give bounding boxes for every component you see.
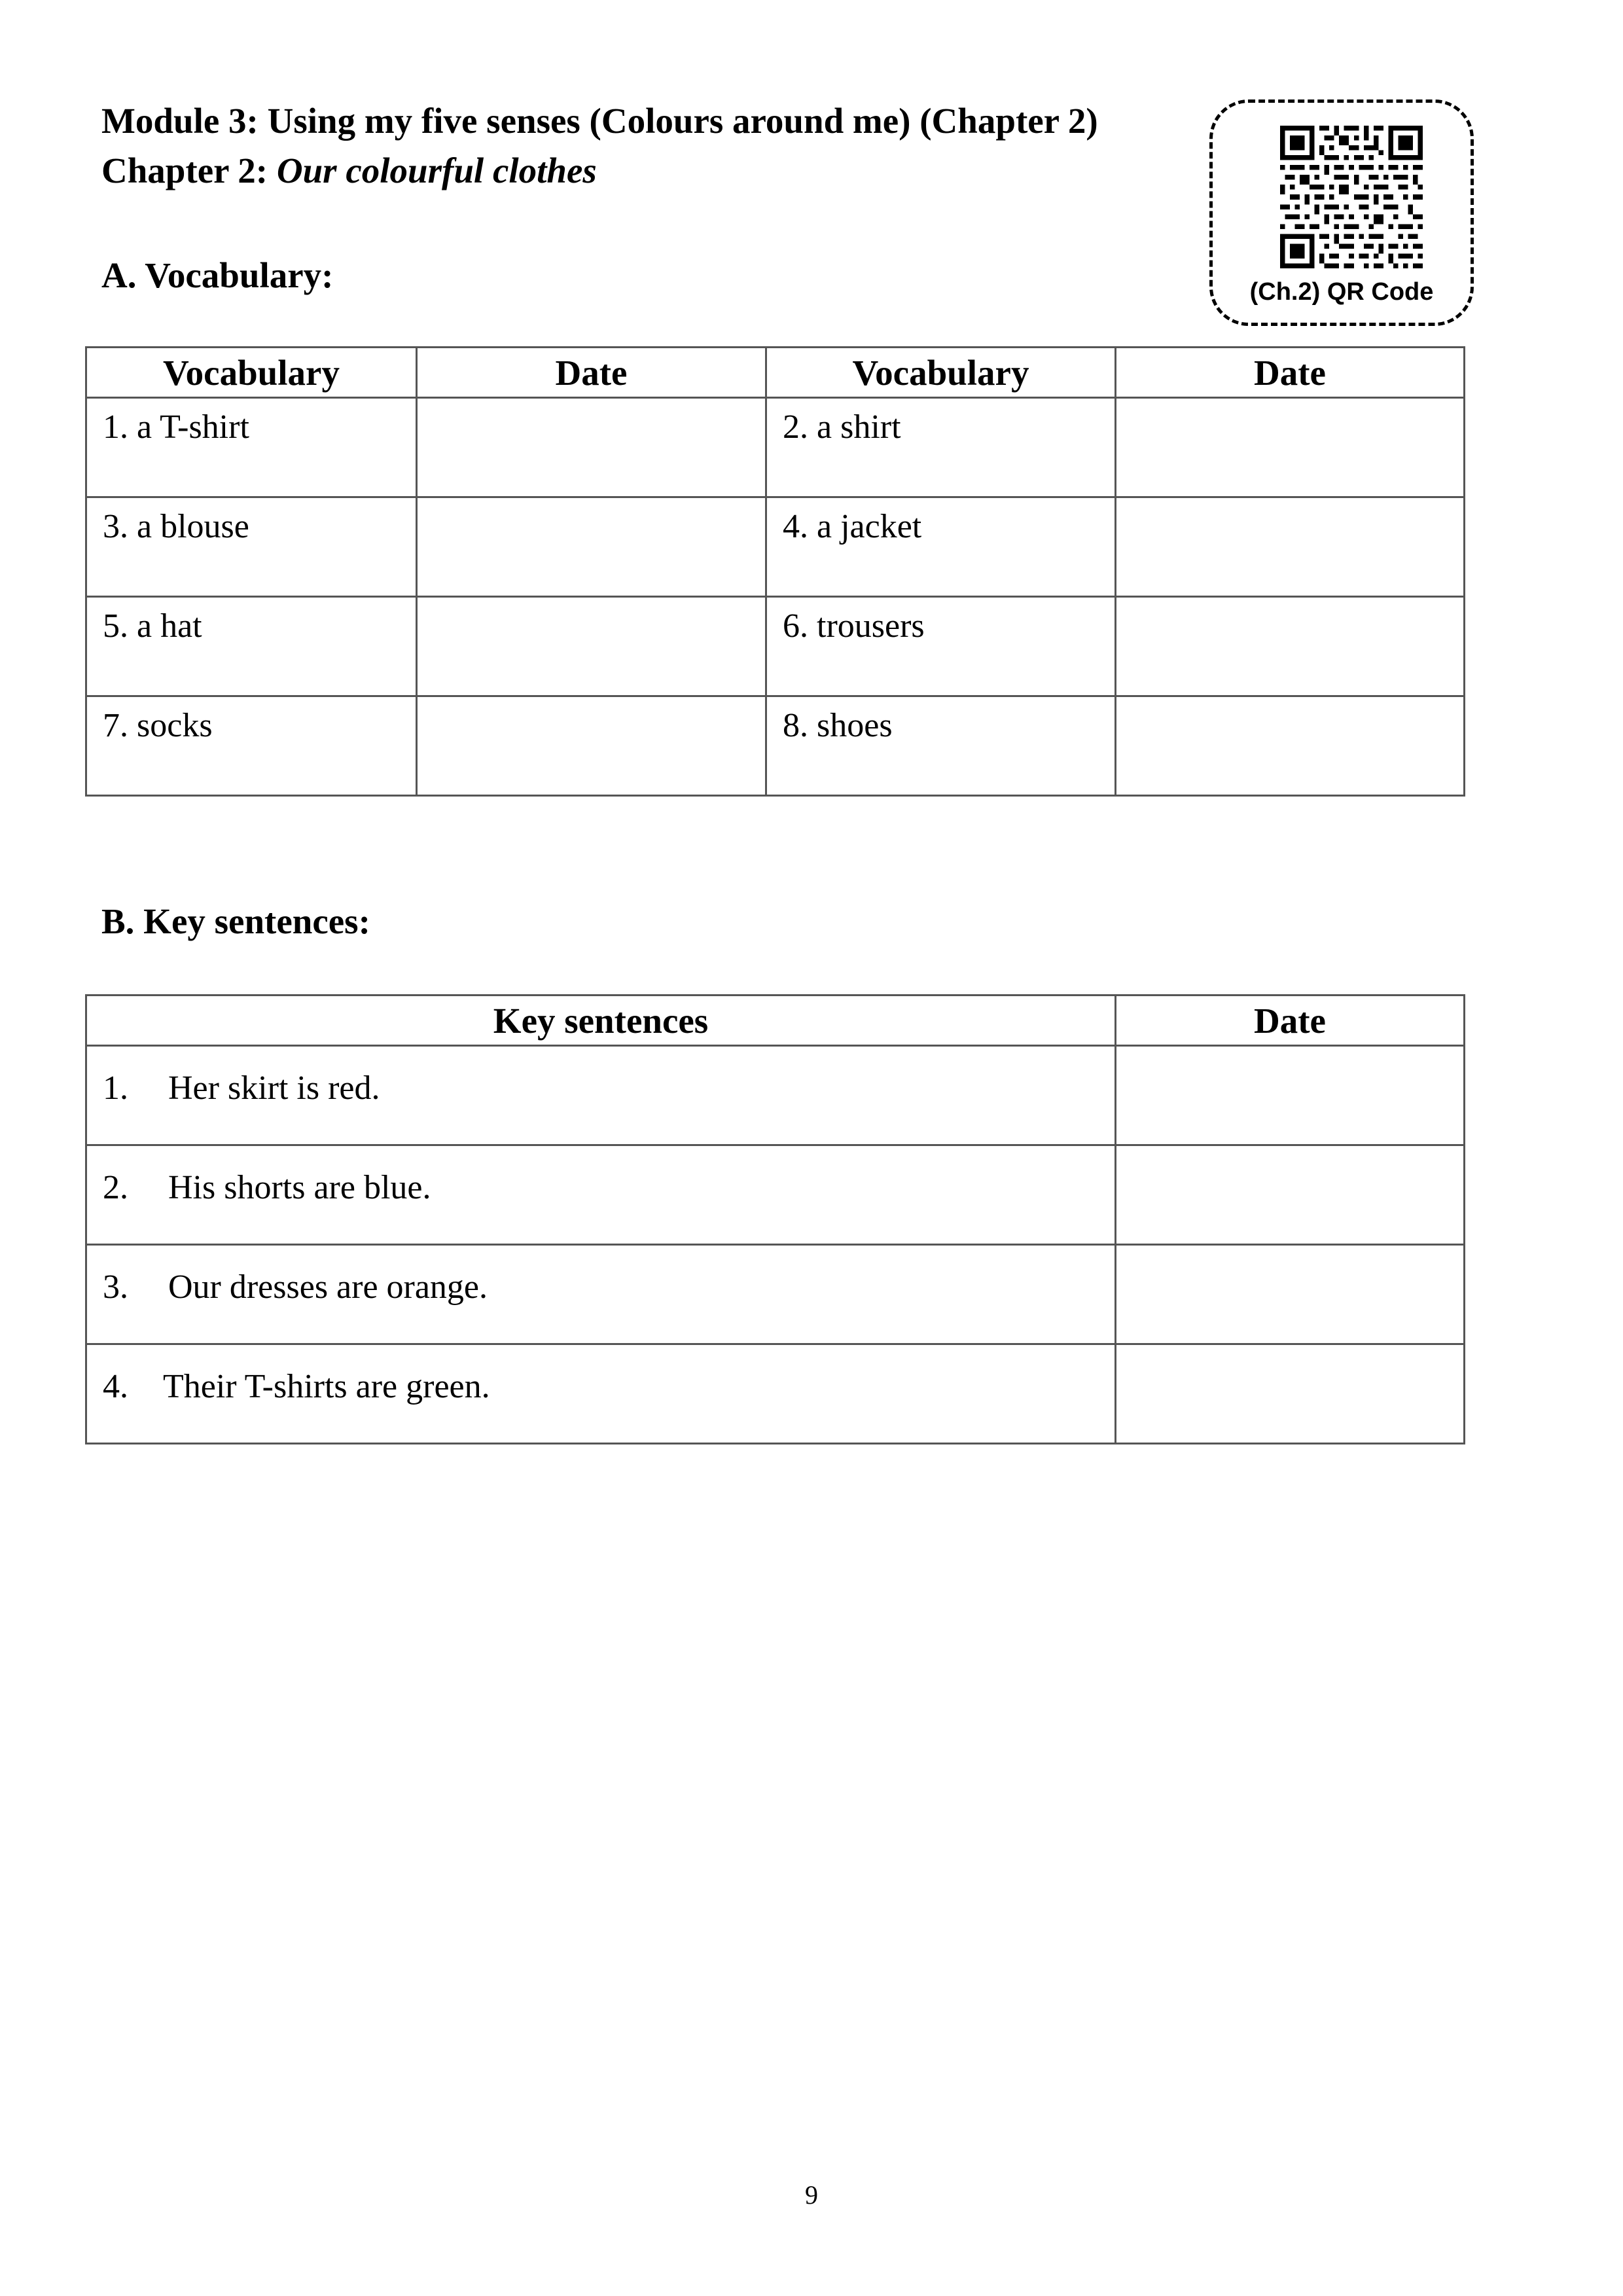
key-sentences-table — [85, 994, 1465, 1444]
sentence-number: 2. — [103, 1169, 128, 1206]
vocabulary-cell — [766, 497, 1116, 597]
date-cell[interactable] — [417, 696, 766, 796]
column-header-key-sentences: Key sentences — [86, 996, 1116, 1046]
date-cell[interactable] — [1116, 1145, 1465, 1245]
table-row — [86, 1145, 1465, 1245]
date-cell[interactable] — [417, 398, 766, 497]
qr-code-caption: (Ch.2) QR Code — [1249, 278, 1434, 306]
date-cell[interactable] — [1116, 497, 1465, 597]
column-header-date: Date — [1116, 348, 1465, 398]
key-sentences-header-row — [86, 996, 1465, 1046]
page-number: 9 — [805, 2180, 818, 2210]
table-row — [86, 597, 1465, 696]
date-cell[interactable] — [1116, 1046, 1465, 1145]
sentence-number: 1. — [103, 1069, 128, 1107]
vocabulary-word: 2. a shirt — [783, 408, 901, 446]
date-cell[interactable] — [1116, 597, 1465, 696]
sentence-cell — [86, 1145, 1116, 1245]
sentence-text: Her skirt is red. — [168, 1069, 380, 1107]
date-cell[interactable] — [1116, 398, 1465, 497]
vocabulary-cell — [86, 398, 417, 497]
column-header-date: Date — [1116, 996, 1465, 1046]
date-cell[interactable] — [417, 497, 766, 597]
table-row — [86, 1344, 1465, 1444]
module-title: Module 3: Using my five senses (Colours around me) (Chapter 2) — [101, 101, 1098, 141]
vocabulary-word: 7. socks — [103, 707, 213, 744]
date-cell[interactable] — [417, 597, 766, 696]
qr-code-icon — [1280, 126, 1423, 268]
column-header-vocabulary: Vocabulary — [86, 348, 417, 398]
vocabulary-cell — [766, 696, 1116, 796]
vocabulary-cell — [86, 597, 417, 696]
vocabulary-table — [85, 346, 1465, 797]
chapter-name: Our colourful clothes — [276, 151, 597, 190]
date-cell[interactable] — [1116, 696, 1465, 796]
table-row — [86, 497, 1465, 597]
vocabulary-cell — [86, 696, 417, 796]
key-sentences-heading: B. Key sentences: — [101, 901, 370, 941]
date-cell[interactable] — [1116, 1245, 1465, 1344]
vocabulary-word: 5. a hat — [103, 607, 202, 645]
column-header-date: Date — [417, 348, 766, 398]
table-row — [86, 696, 1465, 796]
sentence-cell — [86, 1046, 1116, 1145]
vocabulary-cell — [766, 398, 1116, 497]
sentence-number: 4. — [103, 1368, 128, 1405]
vocabulary-word: 8. shoes — [783, 707, 893, 744]
sentence-cell — [86, 1245, 1116, 1344]
vocabulary-word: 3. a blouse — [103, 508, 249, 545]
chapter-prefix: Chapter 2: — [101, 151, 268, 190]
sentence-cell — [86, 1344, 1116, 1444]
table-row — [86, 398, 1465, 497]
vocabulary-cell — [86, 497, 417, 597]
vocabulary-word: 6. trousers — [783, 607, 925, 645]
vocabulary-cell — [766, 597, 1116, 696]
vocabulary-word: 1. a T-shirt — [103, 408, 249, 446]
sentence-number: 3. — [103, 1268, 128, 1306]
qr-code-box — [1209, 99, 1474, 326]
table-row — [86, 1245, 1465, 1344]
date-cell[interactable] — [1116, 1344, 1465, 1444]
sentence-text: His shorts are blue. — [168, 1169, 431, 1206]
chapter-title — [101, 152, 597, 188]
column-header-vocabulary: Vocabulary — [766, 348, 1116, 398]
vocabulary-heading: A. Vocabulary: — [101, 255, 334, 295]
sentence-text: Our dresses are orange. — [168, 1268, 488, 1306]
vocabulary-word: 4. a jacket — [783, 508, 922, 545]
vocabulary-header-row — [86, 348, 1465, 398]
sentence-text: Their T-shirts are green. — [163, 1368, 490, 1405]
table-row — [86, 1046, 1465, 1145]
